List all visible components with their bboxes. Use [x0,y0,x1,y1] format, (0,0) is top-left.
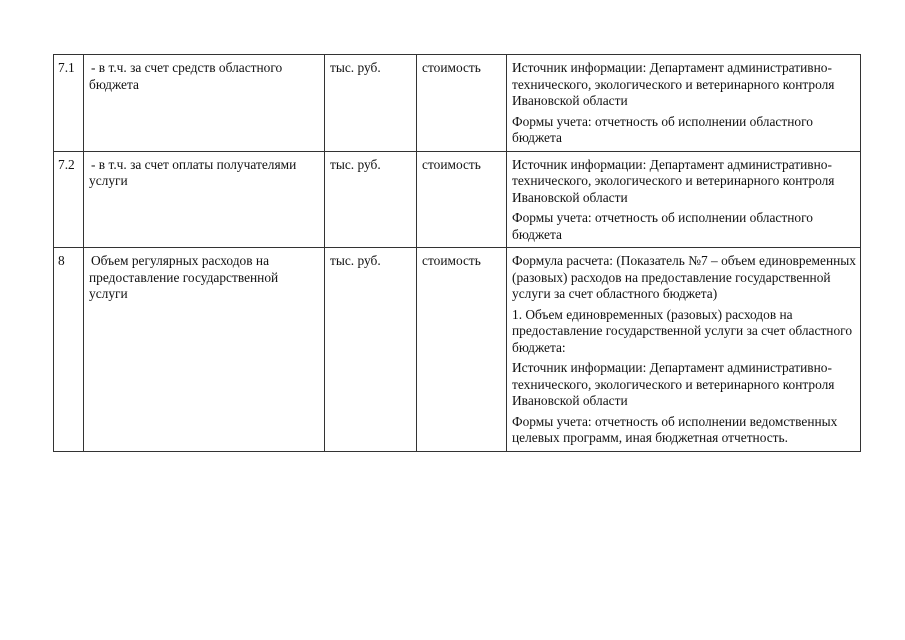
table-row-7-2 [54,151,861,248]
row-number: 8 [54,248,84,452]
data-source [507,151,861,248]
source-paragraph: Формула расчета: (Показатель №7 – объем единовременных (разовых) расходов на предоставление государственной услуги за счет областного бюджета) [512,253,856,301]
data-source [507,248,861,452]
source-paragraph: Источник информации: Департамент административно-технического, экологического и ветеринарного контроля Ивановской области [512,156,835,205]
source-paragraph: Источник информации: Департамент административно-технического, экологического и ветеринарного контроля Ивановской области [512,60,835,108]
calculation-method: стоимость [417,151,507,248]
source-paragraph: 1. Объем единовременных (разовых) расходов на предоставление государственной услуги за счет областного бюджета: [512,306,853,355]
unit-of-measure: тыс. руб. [325,248,417,452]
indicator-name [84,248,325,452]
indicator-table [53,54,861,452]
row-number: 7.2 [54,151,84,248]
indicator-name [84,151,325,248]
indicator-name-text: - в т.ч. за счет оплаты получателями услуги [89,156,297,188]
unit-of-measure: тыс. руб. [325,151,417,248]
table-row-8 [54,248,861,452]
table-row-7-1 [54,55,861,152]
data-source [507,55,861,152]
indicator-name-text: - в т.ч. за счет средств областного бюджета [89,60,283,92]
source-paragraph: Источник информации: Департамент административно-технического, экологического и ветеринарного контроля Ивановской области [512,360,835,408]
source-paragraph: Формы учета: отчетность об исполнении областного бюджета [512,210,813,242]
row-number: 7.1 [54,55,84,152]
indicator-name [84,55,325,152]
calculation-method: стоимость [417,248,507,452]
source-paragraph: Формы учета: отчетность об исполнении областного бюджета [512,113,813,145]
calculation-method: стоимость [417,55,507,152]
source-paragraph: Формы учета: отчетность об исполнении ведомственных целевых программ, иная бюджетная отчетность. [512,413,838,445]
unit-of-measure: тыс. руб. [325,55,417,152]
indicator-name-text: Объем регулярных расходов на предоставление государственной услуги [89,253,279,301]
